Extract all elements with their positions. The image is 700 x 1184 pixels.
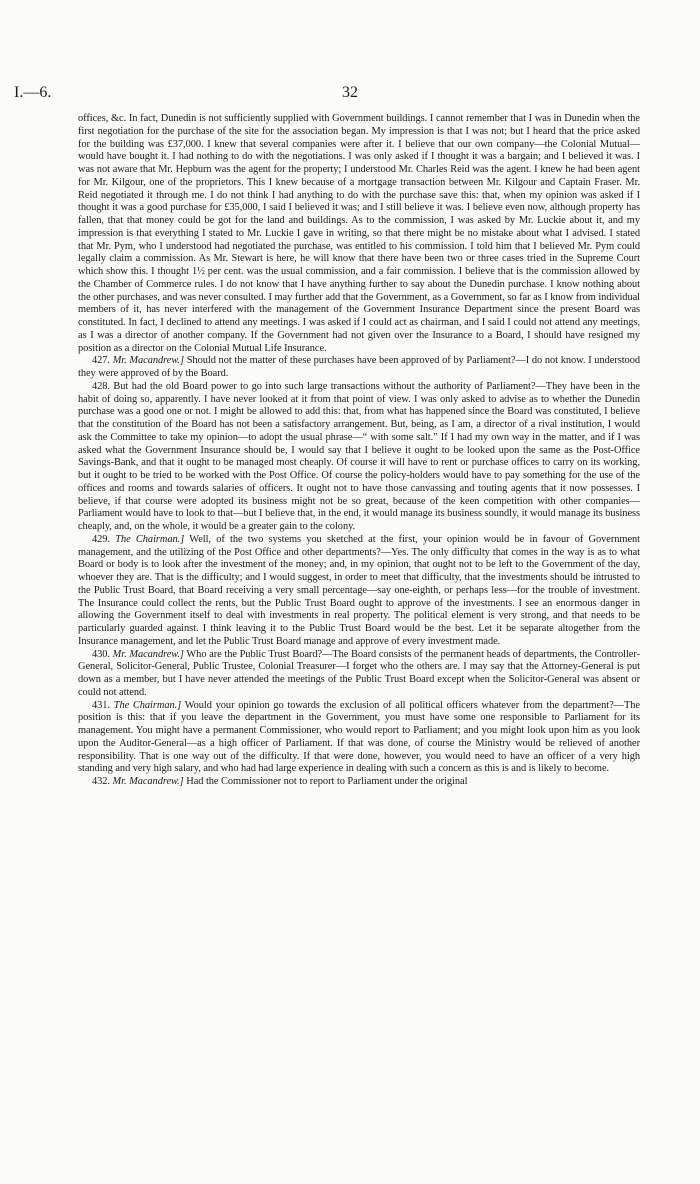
question-428 <box>78 381 640 534</box>
question-432 <box>78 776 640 789</box>
question-number: 431. <box>92 699 110 711</box>
question-431 <box>78 700 640 777</box>
question-number: 432. <box>92 776 110 787</box>
question-427 <box>78 355 640 381</box>
page-header <box>14 84 686 104</box>
paragraph-continuation <box>78 113 640 355</box>
paragraph-text: Should not the matter of these purchases have been approved of by Parliament?—I do not know. I understood they were approved of by the Board. <box>78 355 640 379</box>
paragraph-text: offices, &c. In fact, Dunedin is not sufficiently supplied with Government buildings. I cannot remember that I was in Dunedin when the first negotiation for the purchase of the site for the association began. My impression is that I was not; but I heard that the price asked for the building was £37,000. I knew that several companies were after it. I believe that our own company—the Colonial Mutual—would have bought it. I had nothing to do with the negotiations. I was only asked if I thought it was a bargain; and I believed it was. I was not aware that Mr. Hepburn was the agent for the property; I understood Mr. Charles Reid was the agent. I knew he had been agent for Mr. Kilgour, one of the proprietors. This I knew because of a mortgage transaction between Mr. Kilgour and Captain Fraser. Mr. Reid negotiated it through me. I do not think I had anything to do with the purchase save this: that, when my opinion was asked if I thought it was a good purchase for £35,000, I said I believed it was; and I still believe it was. I believe even now, although property has fallen, that that money could be got for the land and buildings. As to the commission, I was asked by Mr. Luckie about it, and my impression is that everything I stated to Mr. Luckie I gave in writing, so that there might be no mistake about what I advised. I stated that Mr. Pym, who I understood had negotiated the purchase, was entitled to his commission. I told him that I believed Mr. Pym could legally claim a commission. As Mr. Stewart is here, he will know that there have been two or three cases tried in the Supreme Court which show this. I thought 1½ per cent. was the usual commission, and a fair commission. I believe that is the commission allowed by the Chamber of Commerce rules. I do not know that I have anything further to say about the Dunedin purchase. I know nothing about the other purchases, and was never consulted. I may further add that the Government, as a Government, so far as I know from individual members of it, has never interfered with the management of the Government Insurance Department since the present Board was constituted. In fact, I declined to attend any meetings. I was asked if I could act as chairman, and I said I could not attend any meetings, as I was a director of another company. If the Government had not given over the Insurance to a Board, I should have resigned my position as a director on the Colonial Mutual Life Insurance. <box>78 113 640 354</box>
page-number: 32 <box>342 84 358 101</box>
paragraph-text: Had the Commissioner not to report to Parliament under the original <box>186 776 468 787</box>
speaker-label: The Chairman.] <box>113 699 182 711</box>
speaker-label: Mr. Macandrew.] <box>112 355 184 367</box>
question-number: 428. <box>92 380 110 392</box>
question-430 <box>78 649 640 700</box>
question-429 <box>78 534 640 649</box>
paragraph-text: Would your opinion go towards the exclusion of all political officers whatever from the department?—The position is this: that if you leave the department in the Government, you must have some one responsible to Parliament for its management. You might have a permanent Commissioner, who would report to Parliament; and you might look upon him as you look upon the Auditor-General—as a high officer of Parliament. If that was done, of course the Ministry would be relieved of another responsibility. That is one way out of the difficulty. If that were done, however, you would need to have an officer of a very high standing and very high salary, and who had had large experience in dealing with such a concern as this is and is likely to become. <box>78 699 640 775</box>
paragraph-text: But had the old Board power to go into such large transactions without the authority of Parliament?—They have been in the habit of doing so, apparently. I have never looked at it from that point of view. I was only asked to advise as to whether the Dunedin purchase was a good one or not. I might be allowed to add this: that, from what has happened since the Board was constituted, I believe that the constitution of the Board has not been a satisfactory arrangement. But, being, as I am, a director of a rival institution, I would ask the Committee to take my opinion—to adopt the usual phrase—“ with some salt.” If I had my own way in the matter, and if I was asked what the Government Insurance should be, I would say that I believe it ought to be looked upon the same as the Post-Office Savings-Bank, and that it ought to be managed most cheaply. Of course it will have to rent or purchase offices to carry on its working, but it ought to be tried to be worked with the Post Office. Of course the policy-holders would have to pay something for the use of the offices and rooms and towards salaries of officers. It ought not to have those canvassing and touting agents that it now possesses. I believe, if that course were adopted its business might not be so great, because of the keen competition with other companies—Parliament would have to look to that—but I believe that, in the end, it would manage its business soundly, it would manage its business cheaply, and, on the whole, it would be a greater gain to the colony. <box>78 380 640 532</box>
question-number: 427. <box>92 355 110 367</box>
question-number: 429. <box>92 533 110 545</box>
paragraph-text: Well, of the two systems you sketched at the first, your opinion would be in favour of Government management, and the utilizing of the Post Office and other departments?—Yes. The only difficulty that comes in the way is as to what Board or body is to look after the investment of the money; and, in my opinion, that ought not to be left to the Government of the day, whoever they are. That is the difficulty; and I would suggest, in order to meet that difficulty, that the investments should be intrusted to the Public Trust Board, that Board receiving a very small percentage—say one-eighth, or perhaps less—for the trouble of investment. The Insurance could collect the rents, but the Public Trust Board ought to approve of the investments. I see an enormous danger in allowing the Government itself to deal with investments in real property. The political element is very strong, and that needs to be particularly guarded against. I think leaving it to the Public Trust Board would be the best. Let it be separate altogether from the Insurance management, and let the Public Trust Board manage and approve of every investment made. <box>78 533 640 647</box>
paragraph-text: Who are the Public Trust Board?—The Board consists of the permanent heads of departments, the Controller-General, Solicitor-General, Public Trustee, Colonial Treasurer—I forget who the others are. I may say that the Attorney-General is put down as a member, but I have never attended the meetings of the Public Trust Board except when the Solicitor-General was absent or could not attend. <box>78 648 640 698</box>
speaker-label: The Chairman.] <box>115 533 185 545</box>
speaker-label: Mr. Macandrew.] <box>112 648 184 660</box>
document-body <box>78 113 640 789</box>
document-reference: I.—6. <box>14 84 52 101</box>
question-number: 430. <box>92 648 110 660</box>
speaker-label: Mr. Macandrew.] <box>112 776 184 787</box>
